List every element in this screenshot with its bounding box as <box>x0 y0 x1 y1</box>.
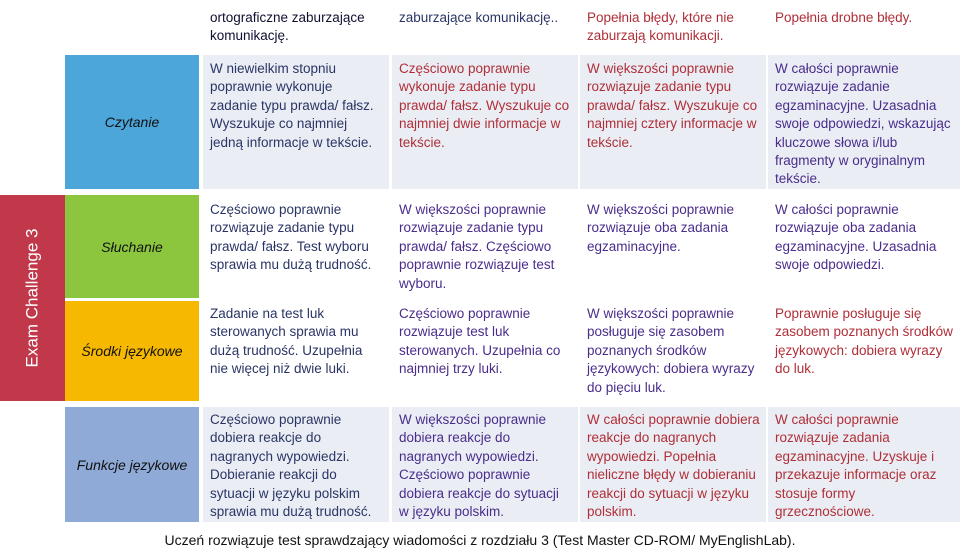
funkcje-col3: W całości poprawnie dobiera reakcje do nagranych wypowiedzi. Popełnia nieliczne błędy w dobieraniu reakcji do sytuacji w języku polskim. <box>580 407 766 522</box>
funkcje-col1: Częściowo poprawnie dobiera reakcje do nagranych wypowiedzi. Dobieranie reakcji do sytuacji w języku polskim sprawia mu dużą trudność. <box>203 407 389 522</box>
funkcje-col2: W większości poprawnie dobiera reakcje do nagranych wypowiedzi. Częściowo poprawnie dobiera reakcje do sytuacji w języku polskim. <box>392 407 578 522</box>
top-row-col2: zaburzające komunikację.. <box>392 0 578 47</box>
sluchanie-col2: W większości poprawnie rozwiązuje zadanie typu prawda/ fałsz. Częściowo poprawnie rozwiązuje test wyboru. <box>392 195 578 298</box>
row-label-czytanie <box>65 55 199 189</box>
row-label-srodki <box>65 301 199 401</box>
czytanie-col3: W większości poprawnie rozwiązuje zadanie typu prawda/ fałsz. Wyszukuje co najmniej cztery informacje w tekście. <box>580 55 766 189</box>
row-label-text: Funkcje językowe <box>76 456 188 473</box>
exam-challenge-side-label <box>0 195 65 401</box>
srodki-col4: Poprawnie posługuje się zasobem poznanych środków językowych: dobiera wyrazy do luk. <box>768 301 960 401</box>
row-label-text: Czytanie <box>104 114 160 130</box>
row-divider <box>65 298 199 301</box>
czytanie-col1: W niewielkim stopniu poprawnie wykonuje zadanie typu prawda/ fałsz. Wyszukuje co najmniej jedną informacje w tekście. <box>203 55 389 189</box>
srodki-col1: Zadanie na test luk sterowanych sprawia mu dużą trudność. Uzupełnia nie więcej niż dwie luki. <box>203 301 389 401</box>
sluchanie-col1: Częściowo poprawnie rozwiązuje zadanie typu prawda/ fałsz. Test wyboru sprawia mu dużą trudność. <box>203 195 389 298</box>
sluchanie-col3: W większości poprawnie rozwiązuje oba zadania egzaminacyjne. <box>580 195 766 298</box>
top-row-col3: Popełnia błędy, które nie zaburzają komunikacji. <box>580 0 766 47</box>
side-label-text: Exam Challenge 3 <box>22 228 42 368</box>
funkcje-col4: W całości poprawnie rozwiązuje zadania egzaminacyjne. Uzyskuje i przekazuje informacje oraz stosuje formy grzecznościowe. <box>768 407 960 522</box>
footer-note: Uczeń rozwiązuje test sprawdzający wiadomości z rozdziału 3 (Test Master CD-ROM/ MyEnglishLab). <box>0 527 960 560</box>
row-label-text: Środki językowe <box>81 343 183 359</box>
row-label-funkcje <box>65 407 199 522</box>
srodki-col3: W większości poprawnie posługuje się zasobem poznanych środków językowych: dobiera wyrazy do pięciu luk. <box>580 301 766 401</box>
sluchanie-col4: W całości poprawnie rozwiązuje oba zadania egzaminacyjne. Uzasadnia swoje odpowiedzi. <box>768 195 960 298</box>
czytanie-col2: Częściowo poprawnie wykonuje zadanie typu prawda/ fałsz. Wyszukuje co najmniej dwie informacje w tekście. <box>392 55 578 189</box>
srodki-col2: Częściowo poprawnie rozwiązuje test luk sterowanych. Uzupełnia co najmniej trzy luki. <box>392 301 578 401</box>
top-row-col4: Popełnia drobne błędy. <box>768 0 960 47</box>
czytanie-col4: W całości poprawnie rozwiązuje zadanie egzaminacyjne. Uzasadnia swoje odpowiedzi, wskazując kluczowe słowa i/lub fragmenty w oryginalnym tekście. <box>768 55 960 189</box>
row-label-sluchanie <box>65 195 199 298</box>
row-label-text: Słuchanie <box>101 238 163 255</box>
top-row-col1: ortograficzne zaburzające komunikację. <box>203 0 389 47</box>
